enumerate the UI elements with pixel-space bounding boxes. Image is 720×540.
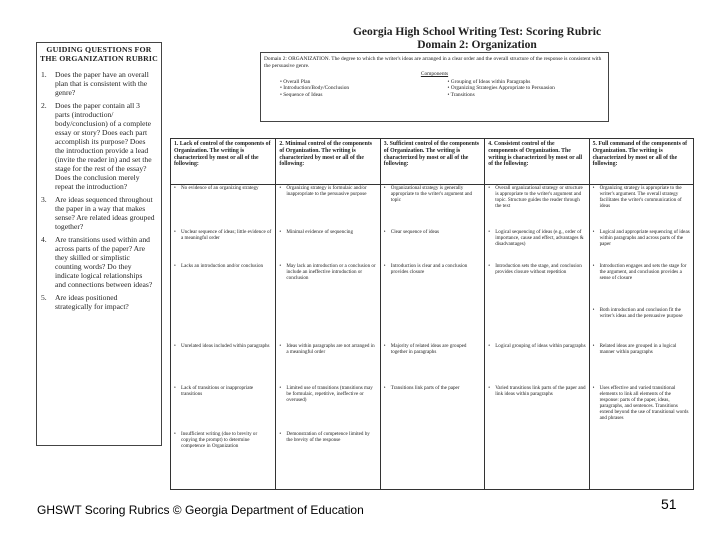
rubric-column-heading: 2. Minimal control of the components of Organization. The writing is characterized by most or all of the following: bbox=[276, 139, 379, 185]
rubric-cell: • Demonstration of competence limited by the brevity of the response bbox=[276, 431, 379, 489]
rubric-cell bbox=[276, 307, 379, 343]
rubric-cell bbox=[381, 431, 484, 489]
rubric-column-4 bbox=[484, 139, 588, 489]
rubric-cell: • Introduction is clear and a conclusion provides closure bbox=[381, 263, 484, 307]
guiding-question: 2. Does the paper contain all 3 parts (introduction/ body/conclusion) of a complete essay or story? Does each part accomplish its purpose? Does the introduction provide a lead (invite the reader in) and set the stage for the rest of the essay? Does the conclusion merely repeat the introduction? bbox=[41, 101, 152, 191]
rubric-cell: • No evidence of an organizing strategy bbox=[171, 185, 275, 229]
rubric-cell: • Clear sequence of ideas bbox=[381, 229, 484, 263]
rubric-cell: • Logical and appropriate sequencing of ideas within paragraphs and across parts of the paper bbox=[590, 229, 693, 263]
rubric-cell: • Logical grouping of ideas within paragraphs bbox=[485, 343, 588, 385]
rubric-column-heading: 4. Consistent control of the components of Organization. The writing is characterized by most or all of the following: bbox=[485, 139, 588, 185]
rubric-cell: • Unrelated ideas included within paragraphs bbox=[171, 343, 275, 385]
rubric-cell: • Lack of transitions or inappropriate transitions bbox=[171, 385, 275, 431]
guiding-questions-heading: GUIDING QUESTIONS FOR THE ORGANIZATION RUBRIC bbox=[40, 45, 158, 63]
rubric-cell: • Introduction engages and sets the stage for the argument, and conclusion provides a sense of closure bbox=[590, 263, 693, 307]
rubric-cell bbox=[171, 307, 275, 343]
domain-description: Domain 2: ORGANIZATION. The degree to which the writer's ideas are arranged in a clear order and the overall structure of the response is consistent with the persuasive genre. bbox=[264, 56, 602, 69]
rubric-title-line1: Georgia High School Writing Test: Scoring Rubric bbox=[352, 26, 602, 38]
rubric-column-1 bbox=[171, 139, 275, 489]
rubric-cell bbox=[381, 307, 484, 343]
rubric-cell: • Related ideas are grouped in a logical manner within paragraphs bbox=[590, 343, 693, 385]
component-item: • Introduction/Body/Conclusion bbox=[280, 85, 438, 92]
rubric-cell: • Lacks an introduction and/or conclusion bbox=[171, 263, 275, 307]
rubric-cell bbox=[590, 431, 693, 489]
rubric-cell: • Introduction sets the stage, and conclusion provides closure without repetition bbox=[485, 263, 588, 307]
rubric-cell: • Varied transitions link parts of the paper and link ideas within paragraphs bbox=[485, 385, 588, 431]
rubric-cell: • Organizing strategy is formulaic and/or inappropriate to the persuasive purpose bbox=[276, 185, 379, 229]
rubric-cell bbox=[485, 431, 588, 489]
rubric-cell: • Logical sequencing of ideas (e.g., order of importance, cause and effect, advantages & disadvantages) bbox=[485, 229, 588, 263]
guiding-question: 3. Are ideas sequenced throughout the paper in a way that makes sense? Are related ideas grouped together? bbox=[41, 195, 155, 231]
rubric-title-line2: Domain 2: Organization bbox=[417, 39, 537, 51]
components-list bbox=[264, 79, 605, 99]
guiding-question: 5. Are ideas positioned strategically for impact? bbox=[41, 293, 129, 311]
rubric-table bbox=[170, 138, 694, 490]
rubric-cell: • Majority of related ideas are grouped together in paragraphs bbox=[381, 343, 484, 385]
component-item: • Overall Plan bbox=[280, 79, 438, 86]
rubric-cell: • Minimal evidence of sequencing bbox=[276, 229, 379, 263]
guiding-question: 1. Does the paper have an overall plan that is consistent with the genre? bbox=[41, 70, 149, 97]
page-number: 51 bbox=[661, 496, 677, 512]
rubric-column-2 bbox=[275, 139, 379, 489]
rubric-cell: • Both introduction and conclusion fit the writer's ideas and the persuasive purpose bbox=[590, 307, 693, 343]
component-item: • Transitions bbox=[448, 92, 606, 99]
rubric-cell: • Insufficient writing (due to brevity or copying the prompt) to determine competence in Organization bbox=[171, 431, 275, 489]
rubric-cell: • Limited use of transitions (transitions may be formulaic, repetitive, ineffective or overused) bbox=[276, 385, 379, 431]
rubric-cell: • Ideas within paragraphs are not arranged in a meaningful order bbox=[276, 343, 379, 385]
rubric-cell: • Organizing strategy is appropriate to the writer's argument. The overall strategy facilitates the writer's communication of ideas bbox=[590, 185, 693, 229]
rubric-column-heading: 5. Full command of the components of Organization. The writing is characterized by most or all of the following: bbox=[590, 139, 693, 185]
rubric-title bbox=[262, 26, 692, 52]
rubric-cell: • Overall organizational strategy or structure is appropriate to the writer's argument and topic. Structure guides the reader through the text bbox=[485, 185, 588, 229]
rubric-cell: • Uses effective and varied transitional elements to link all elements of the response: parts of the paper, ideas, paragraphs, and sentences. Transitions extend beyond the use of transitional words and phrases bbox=[590, 385, 693, 431]
rubric-cell: • Organizational strategy is generally appropriate to the writer's argument and topic bbox=[381, 185, 484, 229]
rubric-column-heading: 3. Sufficient control of the components of Organization. The writing is characterized by most or all of the following: bbox=[381, 139, 484, 185]
rubric-cell: • May lack an introduction or a conclusion or include an ineffective introduction or conclusion bbox=[276, 263, 379, 307]
rubric-column-3 bbox=[380, 139, 484, 489]
guiding-question: 4. Are transitions used within and across parts of the paper? Are they skilled or simplistic counting words? Do they indicate logical relationships and connections between ideas? bbox=[41, 235, 153, 289]
guiding-questions-box bbox=[36, 42, 162, 446]
domain-description-box bbox=[260, 52, 609, 122]
components-heading: Components bbox=[420, 71, 449, 78]
rubric-cell: • Transitions link parts of the paper bbox=[381, 385, 484, 431]
rubric-cell bbox=[485, 307, 588, 343]
footer-copyright: GHSWT Scoring Rubrics © Georgia Department of Education bbox=[37, 503, 364, 517]
component-item: • Sequence of Ideas bbox=[280, 92, 438, 99]
component-item: • Organizing Strategies Appropriate to Persuasion bbox=[448, 85, 606, 92]
rubric-column-heading: 1. Lack of control of the components of Organization. The writing is characterized by most or all of the following: bbox=[171, 139, 275, 185]
rubric-cell: • Unclear sequence of ideas; little evidence of a meaningful order bbox=[171, 229, 275, 263]
component-item: • Grouping of Ideas within Paragraphs bbox=[448, 79, 606, 86]
scanned-rubric-page bbox=[32, 20, 692, 490]
rubric-column-5 bbox=[589, 139, 693, 489]
